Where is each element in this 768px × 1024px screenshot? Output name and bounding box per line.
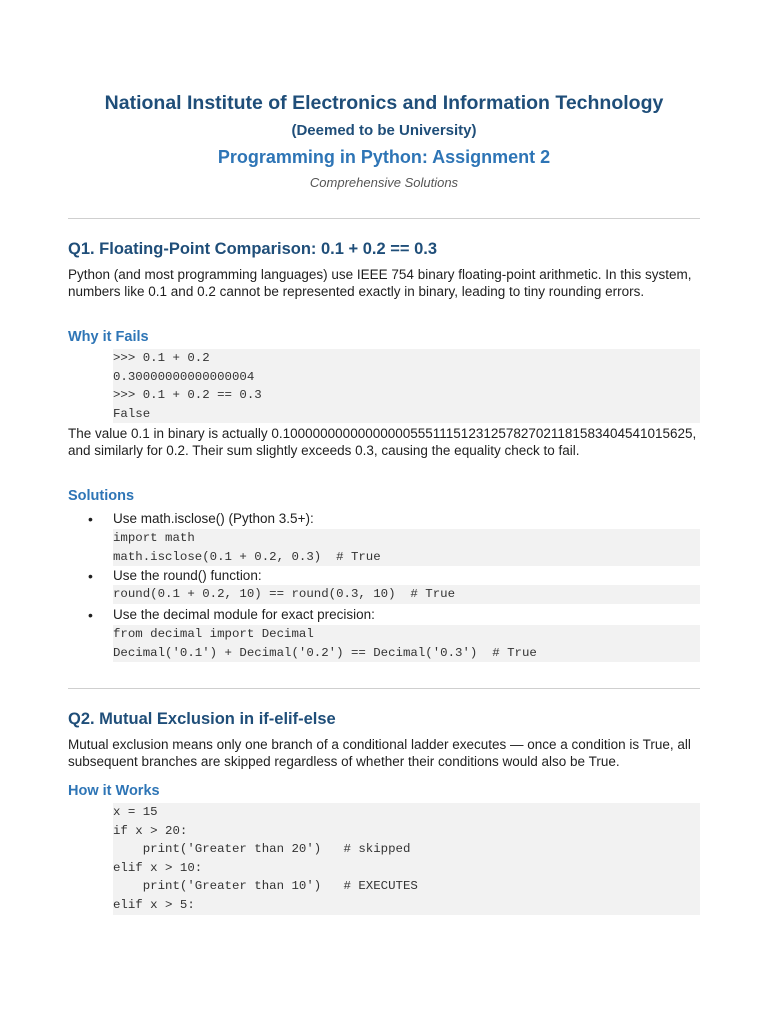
bullet-marker: • bbox=[88, 511, 93, 527]
code-line: x = 15 bbox=[113, 805, 158, 819]
code-line: False bbox=[113, 406, 151, 421]
code-line: print('Greater than 10') # EXECUTES bbox=[113, 879, 418, 894]
assignment-title: Programming in Python: Assignment 2 bbox=[217, 147, 551, 167]
solution-1-text: Use math.isclose() (Python 3.5+): bbox=[113, 511, 314, 526]
section-divider bbox=[68, 218, 700, 219]
q2-intro: Mutual exclusion means only one branch of a conditional ladder executes — once a condition is True, all subsequent branches are skipped regardless of whether their conditions would also be True. bbox=[68, 737, 691, 769]
code-line: >>> 0.1 + 0.2 == 0.3 bbox=[113, 388, 262, 403]
code-line: if x > 20: bbox=[113, 823, 188, 838]
institute-status: (Deemed to be University) bbox=[291, 122, 477, 139]
solution-3-text: Use the decimal module for exact precision: bbox=[113, 607, 375, 622]
q1-why-heading: Why it Fails bbox=[68, 329, 149, 345]
code-line: print('Greater than 20') # skipped bbox=[113, 842, 411, 857]
code-line: >>> 0.1 + 0.2 bbox=[113, 351, 210, 365]
code-line: Decimal('0.1') + Decimal('0.2') == Decimal('0.3') # True bbox=[113, 645, 537, 660]
q2-how-heading: How it Works bbox=[68, 783, 160, 799]
section-divider bbox=[68, 688, 700, 689]
solution-2-code-block bbox=[113, 585, 700, 604]
solution-3-code-block bbox=[113, 625, 700, 662]
solution-2-text: Use the round() function: bbox=[113, 568, 262, 583]
solution-1-code-block bbox=[113, 529, 700, 566]
q1-why-code-block bbox=[113, 349, 700, 423]
code-line: elif x > 10: bbox=[113, 860, 203, 875]
institute-name: National Institute of Electronics and Information Technology bbox=[104, 92, 664, 114]
q1-solutions-heading: Solutions bbox=[68, 488, 135, 504]
code-line: 0.30000000000000004 bbox=[113, 369, 255, 384]
q2-heading: Q2. Mutual Exclusion in if-elif-else bbox=[68, 710, 336, 728]
q2-how-code-block bbox=[113, 803, 700, 915]
q1-intro: Python (and most programming languages) use IEEE 754 binary floating-point arithmetic. In this system, numbers like 0.1 and 0.2 cannot be represented exactly in binary, leading to tiny rounding errors. bbox=[68, 267, 692, 299]
bullet-marker: • bbox=[88, 568, 93, 584]
code-line: from decimal import Decimal bbox=[113, 627, 314, 641]
q1-explanation: The value 0.1 in binary is actually 0.1000000000000000055511151231257827021181583404541015625, and similarly for 0.2. Their sum slightly exceeds 0.3, causing the equality check to fail. bbox=[68, 426, 697, 458]
code-line: round(0.1 + 0.2, 10) == round(0.3, 10) # True bbox=[113, 587, 456, 601]
code-line: import math bbox=[113, 531, 195, 545]
document-subtitle: Comprehensive Solutions bbox=[309, 175, 459, 190]
q1-heading: Q1. Floating-Point Comparison: 0.1 + 0.2 == 0.3 bbox=[68, 240, 438, 258]
code-line: elif x > 5: bbox=[113, 897, 195, 912]
bullet-marker: • bbox=[88, 607, 93, 623]
code-line: math.isclose(0.1 + 0.2, 0.3) # True bbox=[113, 549, 381, 564]
